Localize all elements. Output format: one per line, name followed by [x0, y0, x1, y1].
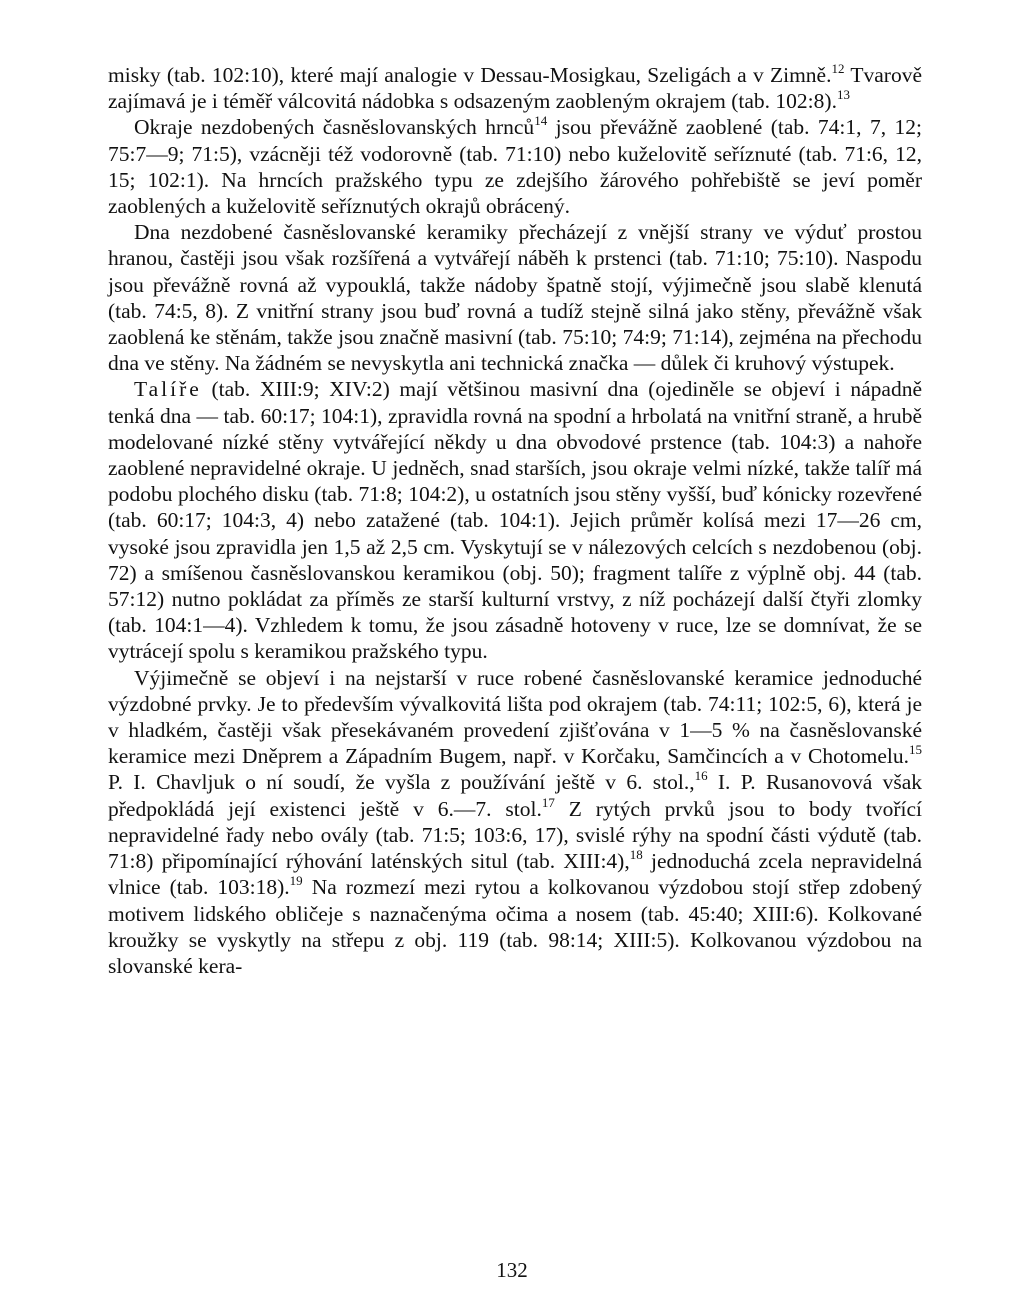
text-run: P. I. Chavljuk o ní soudí, že vyšla z používání ještě v 6. stol., [108, 770, 695, 795]
footnote-ref: 14 [534, 113, 548, 129]
text-run: Na rozmezí mezi rytou a kolkovanou výzdobou stojí střep zdobený motivem lidského obličeje s naznačenýma očima a nosem (tab. 45:40; XIII:6). Kolkované kroužky se vyskytly na střepu z obj. 119 (tab. 98:14; XIII:5). Kolkovanou výzdobou na slovanské kera- [108, 875, 922, 978]
text-run: Výjimečně se objeví i na nejstarší v ruce robené časněslovanské keramice jednoduché výzdobné prvky. Je to především vývalkovitá lišta pod okrajem (tab. 74:11; 102:5, 6), která je v hladkém, častěji však přesekávaném provedení zjišťována v 1—5 % na časněslovanské keramice mezi Dněprem a Západním Bugem, např. v Korčaku, Samčincích a v Chotomelu. [108, 665, 922, 769]
page-body [108, 62, 922, 979]
footnote-ref: 13 [836, 87, 850, 103]
text-run: Tvarově zajímavá je i téměř válcovitá nádobka s odsazeným zaobleným okrajem (tab. 102:8). [108, 63, 922, 114]
footnote-ref: 15 [909, 742, 922, 758]
text-run: Okraje nezdobených časněslovanských hrnců [134, 115, 535, 140]
paragraph [108, 219, 922, 376]
paragraph [108, 665, 922, 979]
text-run: Z rytých prvků jsou to body tvořící nepravidelné řady nebo ovály (tab. 71:5; 103:6, 17), svislé rýhy na spodní části výdutě (tab. 71:8) připomínající rýhování laténských situl (tab. XIII:4), [108, 796, 922, 874]
text-run: Dna nezdobené časněslovanské keramiky přecházejí z vnější strany ve výduť prostou hranou, častěji jsou však rozšířená a vytvářejí náběh k prstenci (tab. 71:10; 75:10). Naspodu jsou převážně rovná až vypouklá, takže nádoby špatně stojí, výjimečně jsou slabě klenutá (tab. 74:5, 8). Z vnitřní strany jsou buď rovná a tudíž stejně silná jako stěny, převážně však zaoblená ke stěnám, takže jsou značně masivní (tab. 75:10; 74:9; 71:14), zejména na přechodu dna ve stěny. Na žádném se nevyskytla ani technická značka — důlek či kruhový výstupek. [108, 220, 922, 376]
text-run: (tab. XIII:9; XIV:2) mají většinou masivní dna (ojediněle se objeví i nápadně tenká dna — tab. 60:17; 104:1), zpravidla rovná na spodní a hrbolatá na vnitřní straně, a hrubě modelované nízké stěny vytvářející někdy u dna obvodové prstence (tab. 104:3) a nahoře zaoblené nepravidelné okraje. U jedněch, snad starších, jsou okraje velmi nízké, takže talíř má podobu plochého disku (tab. 71:8; 104:2), u ostatních jsou stěny vyšší, buď kónicky rozevřené (tab. 60:17; 104:3, 4) nebo zatažené (tab. 104:1). Jejich průměr kolísá mezi 17—26 cm, vysoké jsou zpravidla jen 1,5 až 2,5 cm. Vyskytují se v nálezových celcích s nezdobenou (obj. 72) a smíšenou časněslovanskou keramikou (obj. 50); fragment talíře z výplně obj. 44 (tab. 57:12) nutno pokládat za příměs ze starší kulturní vrstvy, z níž pocházejí další čtyři zlomky (tab. 104:1—4). Vzhledem k tomu, že jsou zásadně hotoveny v ruce, lze se domnívat, že se vytrácejí spolu s keramikou pražského typu. [108, 377, 922, 664]
footnote-ref: 16 [694, 768, 708, 784]
footnote-ref: 12 [831, 61, 845, 76]
text-run: jednoduchá zcela nepravidelná vlnice (tab. 103:18). [108, 849, 922, 900]
page-number: 132 [496, 1258, 528, 1282]
footnote-ref: 18 [629, 847, 643, 863]
spaced-term: Talíře [134, 377, 202, 402]
footnote-ref: 19 [289, 873, 303, 889]
paragraph [108, 62, 922, 114]
paragraph [108, 376, 922, 664]
text-run: jsou převážně zaoblené (tab. 74:1, 7, 12; 75:7—9; 71:5), vzácněji též vodorovně (tab. 71:10) nebo kuželovitě seříznuté (tab. 71:6, 12, 15; 102:1). Na hrncích pražského typu ze zdejšího žárového pohřebiště se jeví poměr zaoblených a kuželovitě seříznutých okrajů obrácený. [108, 115, 922, 219]
text-run: misky (tab. 102:10), které mají analogie v Dessau-Mosigkau, Szeligách a v Zimně. [108, 63, 832, 87]
text-run: I. P. Rusanovová však předpokládá její existenci ještě v 6.—7. stol. [108, 770, 922, 821]
footnote-ref: 17 [541, 794, 555, 810]
paragraph [108, 114, 922, 219]
